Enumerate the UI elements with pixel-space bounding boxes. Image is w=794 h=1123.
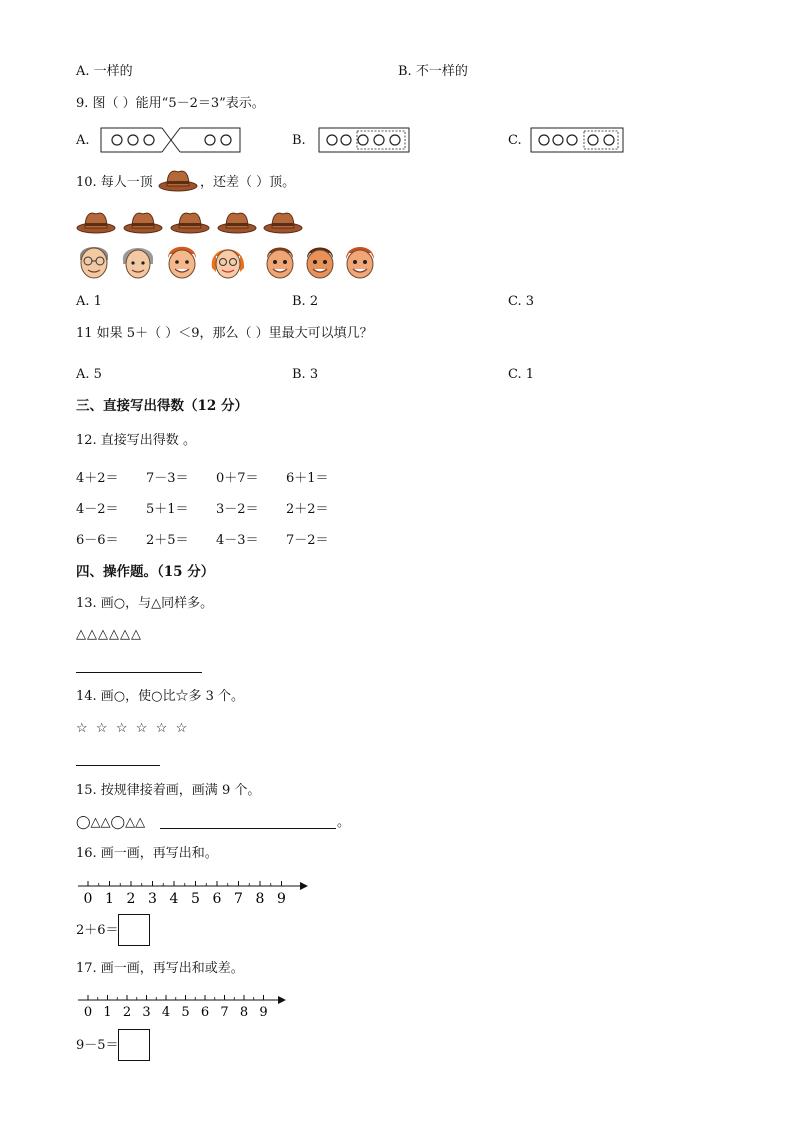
arith-item: 4－3＝ <box>216 533 259 548</box>
q10-stem-pre: 10. 每人一顶 <box>76 175 153 190</box>
q15-end-mark: 。 <box>337 815 351 830</box>
arith-item: 5＋1＝ <box>146 502 189 517</box>
arith-item: 7－3＝ <box>146 471 189 486</box>
number-line-label: 4 <box>169 891 179 907</box>
number-line-label: 5 <box>191 891 200 907</box>
q10-stem-post: ，还差（ ）顶。 <box>200 175 296 190</box>
number-line-label: 4 <box>161 1005 171 1020</box>
q9-label-c: C. <box>508 133 522 148</box>
q16-expression: 2＋6＝ <box>76 923 119 938</box>
q13-answer-line[interactable] <box>76 672 202 673</box>
q8-option-a: A. 一样的 <box>76 64 133 79</box>
number-line-label: 5 <box>181 1005 190 1020</box>
q9-stem: 9. 图（ ）能用“5－2＝3”表示。 <box>76 96 265 111</box>
circle-icon <box>327 135 337 145</box>
circle-icon <box>358 135 368 145</box>
number-line-label: 8 <box>239 1005 249 1020</box>
q11-option-a: A. 5 <box>76 367 102 382</box>
boy-face-icon <box>302 242 338 280</box>
number-line-label: 0 <box>83 891 93 907</box>
grandpa-face-icon <box>76 242 112 280</box>
q15-pattern: ◯△△◯△△ <box>76 815 146 830</box>
number-line-label: 3 <box>148 891 157 907</box>
q16-stem: 16. 画一画，再写出和。 <box>76 846 218 861</box>
q17-expression: 9－5＝ <box>76 1038 119 1053</box>
q9-figure-b <box>318 127 412 155</box>
number-line-label: 9 <box>259 1005 268 1020</box>
number-line-label: 7 <box>234 891 243 907</box>
arith-item: 6－6＝ <box>76 533 119 548</box>
q10-option-c: C. 3 <box>508 294 535 309</box>
arith-item: 2＋2＝ <box>286 502 329 517</box>
circle-icon <box>112 135 122 145</box>
q13-stem: 13. 画○，与△同样多。 <box>76 596 214 611</box>
q11-option-b: B. 3 <box>292 367 319 382</box>
number-line-label: 2 <box>122 1005 132 1020</box>
arrow-right-icon <box>278 996 286 1004</box>
circle-icon <box>390 135 400 145</box>
q14-answer-line[interactable] <box>76 765 160 766</box>
circle-icon <box>341 135 351 145</box>
arith-item: 0＋7＝ <box>216 471 259 486</box>
circle-icon <box>553 135 563 145</box>
q14-stars: ☆ ☆ ☆ ☆ ☆ ☆ <box>76 721 188 736</box>
circle-icon <box>604 135 614 145</box>
number-line-label: 1 <box>105 891 114 907</box>
number-line-label: 0 <box>83 1005 93 1020</box>
arith-item: 4＋2＝ <box>76 471 119 486</box>
number-line-label: 2 <box>126 891 136 907</box>
section-3-title: 三、直接写出得数（12 分） <box>76 398 248 414</box>
circle-icon <box>221 135 231 145</box>
grandma-face-icon <box>120 242 156 280</box>
cowboy-hat-icon <box>76 208 116 236</box>
q8-option-b: B. 不一样的 <box>398 64 468 79</box>
mom-face-icon <box>208 242 248 280</box>
girl-face-icon <box>342 242 378 280</box>
cowboy-hat-icon <box>123 208 163 236</box>
q17-stem: 17. 画一画，再写出和或差。 <box>76 961 244 976</box>
q9-label-a: A. <box>76 133 90 148</box>
cowboy-hat-icon <box>217 208 257 236</box>
q17-answer-box[interactable] <box>118 1029 150 1061</box>
arith-item: 7－2＝ <box>286 533 329 548</box>
cowboy-hat-icon <box>170 208 210 236</box>
number-line-label: 3 <box>142 1005 151 1020</box>
circle-icon <box>567 135 577 145</box>
q17-number-line <box>76 988 290 1020</box>
circle-icon <box>539 135 549 145</box>
number-line-label: 1 <box>103 1005 112 1020</box>
q9-figure-a <box>100 127 242 155</box>
q11-stem: 11 如果 5＋（ ）＜9，那么（ ）里最大可以填几？ <box>76 326 373 341</box>
q12-stem: 12. 直接写出得数 。 <box>76 433 196 448</box>
q15-stem: 15. 按规律接着画，画满 9 个。 <box>76 783 261 798</box>
arith-item: 2＋5＝ <box>146 533 189 548</box>
number-line-label: 7 <box>220 1005 229 1020</box>
q11-option-c: C. 1 <box>508 367 535 382</box>
number-line-label: 8 <box>255 891 265 907</box>
q9-label-b: B. <box>292 133 306 148</box>
q9-figure-c <box>530 127 626 155</box>
arith-item: 3－2＝ <box>216 502 259 517</box>
q10-option-a: A. 1 <box>76 294 102 309</box>
circle-icon <box>128 135 138 145</box>
section-4-title: 四、操作题。（15 分） <box>76 564 215 580</box>
number-line-label: 6 <box>212 891 222 907</box>
arith-item: 4－2＝ <box>76 502 119 517</box>
q13-triangles: △△△△△△ <box>76 627 142 642</box>
number-line-label: 9 <box>277 891 286 907</box>
circle-icon <box>205 135 215 145</box>
circle-icon <box>374 135 384 145</box>
q10-option-b: B. 2 <box>292 294 319 309</box>
arrow-right-icon <box>300 882 308 890</box>
arith-item: 6＋1＝ <box>286 471 329 486</box>
cowboy-hat-icon <box>158 166 198 194</box>
number-line-label: 6 <box>200 1005 210 1020</box>
q15-answer-line[interactable] <box>160 828 336 829</box>
boy-face-icon <box>262 242 298 280</box>
circle-icon <box>144 135 154 145</box>
q16-number-line <box>76 872 312 906</box>
circle-icon <box>588 135 598 145</box>
q14-stem: 14. 画○，使○比☆多 3 个。 <box>76 689 245 704</box>
dad-face-icon <box>164 242 200 280</box>
cowboy-hat-icon <box>263 208 303 236</box>
q16-answer-box[interactable] <box>118 914 150 946</box>
